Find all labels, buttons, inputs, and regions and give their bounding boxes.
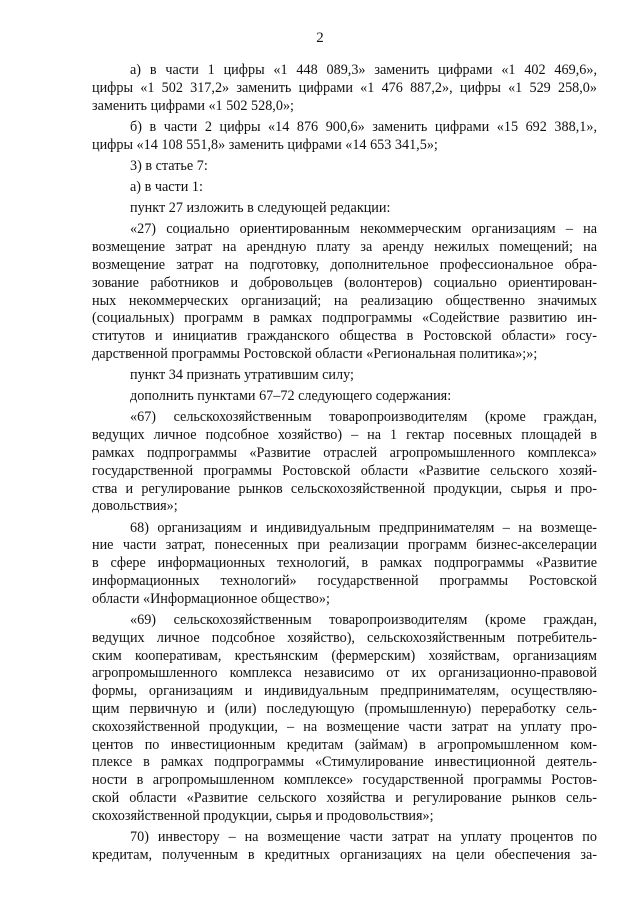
paragraph-line: цифры «1 502 317,2» заменить цифрами «1 476 887,2», цифры «1 529 258,0» [92,79,597,96]
paragraph-line: 3) в статье 7: [130,157,208,174]
paragraph-line: ведущих личное подсобное хозяйство) – на 1 гектар посевных площадей в [92,427,597,444]
paragraph-line: щим первичную и (или) последующую (промышленную) переработку сель- [92,701,597,717]
paragraph [92,520,597,609]
paragraph-line: 70) инвестору – на возмещение части затрат на уплату процентов по [130,828,597,845]
paragraph-line: пункт 34 признать утратившим силу; [130,367,354,384]
paragraph-line: ской области «Развитие сельского хозяйства и регулирование рынков сель- [92,789,597,806]
paragraph-line: «67) сельскохозяйственным товаропроизводителям (кроме граждан, [130,409,597,426]
paragraph-line: «27) социально ориентированным некоммерческим организациям – на [130,221,597,238]
paragraph-line: скохозяйственной продукции, – на возмещение части затрат на уплату про- [92,718,597,735]
paragraph-line: информационных технологий» государственной программы Ростовской [92,573,597,590]
paragraph-line: агропромышленного комплекса независимо от их организационно-правовой [92,665,597,682]
paragraph-line: государственной программы Ростовской области «Развитие сельского хозяй- [92,462,597,479]
paragraph-line: области «Информационное общество»; [92,590,330,607]
paragraph-line: рамках подпрограммы «Развитие отраслей агропромышленного комплекса» [92,445,597,462]
paragraph [92,829,597,865]
paragraph-line: кредитам, полученным в кредитных организациях на цели обеспечения за- [92,846,597,863]
paragraph [92,62,597,115]
paragraph-line: возмещение затрат на арендную плату за аренду нежилых помещений; на [92,239,597,256]
paragraph [92,158,597,176]
paragraph [92,367,597,385]
paragraph-line: пункт 27 изложить в следующей редакции: [130,200,391,217]
paragraph [92,179,597,197]
paragraph-line: 68) организациям и индивидуальным предпринимателям – на возмеще- [130,519,597,536]
paragraph-line: возмещение затрат на подготовку, дополнительное профессиональное обра- [92,256,597,273]
paragraph-line: «69) сельскохозяйственным товаропроизводителям (кроме граждан, [130,612,597,629]
paragraph-line: формы, организациям и индивидуальным предпринимателям, осуществляю- [92,683,597,700]
paragraph-line: цифры «14 108 551,8» заменить цифрами «14 653 341,5»; [92,136,438,153]
paragraph-line: а) в части 1 цифры «1 448 089,3» заменить цифрами «1 402 469,6», [130,62,597,78]
paragraph-line: б) в части 2 цифры «14 876 900,6» заменить цифрами «15 692 388,1», [130,118,597,135]
paragraph-line: в сфере информационных технологий, в рамках подпрограммы «Развитие [92,555,597,572]
paragraph [92,119,597,155]
paragraph-line: ским кооперативам, крестьянским (фермерским) хозяйствам, организациям [92,647,597,664]
paragraph-line: плексе в рамках подпрограммы «Стимулирование инвестиционной деятель- [92,754,597,771]
paragraph-line: дарственной программы Ростовской области «Региональная политика»;»; [92,345,538,362]
paragraph [92,221,597,363]
paragraph [92,612,597,826]
page-number: 2 [316,30,324,46]
paragraph-line: ведущих личное подсобное хозяйство), сельскохозяйственным потребитель- [92,629,597,646]
paragraph-line: ства и регулирование рынков сельскохозяйственной продукции, сырья и про- [92,480,597,497]
paragraph-line: заменить цифрами «1 502 528,0»; [92,97,294,114]
paragraph-line: зование работников и добровольцев (волонтеров) социально ориентирован- [92,274,597,291]
paragraph [92,409,597,516]
paragraph-line: ности в агропромышленном комплексе» государственной программы Ростов- [92,772,597,789]
paragraph-line: ститутов и инициатив гражданского общества в Ростовской области» госу- [92,328,597,345]
paragraph [92,200,597,218]
paragraph-line: а) в части 1: [130,178,203,195]
paragraph [92,388,597,406]
paragraph-line: центов по инвестиционным кредитам (займам) в агропромышленном ком- [92,736,597,753]
paragraph-line: довольствия»; [92,498,178,515]
paragraph-line: дополнить пунктами 67–72 следующего содержания: [130,388,452,405]
document-body [92,62,597,865]
paragraph-line: (социальных) программ в рамках подпрограммы «Содействие развитию ин- [92,310,597,327]
paragraph-line: ние части затрат, понесенных при реализации программ бизнес-акселерации [92,537,597,554]
paragraph-line: ных некоммерческих организаций; на реализацию общественно значимых [92,292,597,309]
paragraph-line: скохозяйственной продукции, сырья и продовольствия»; [92,807,434,824]
